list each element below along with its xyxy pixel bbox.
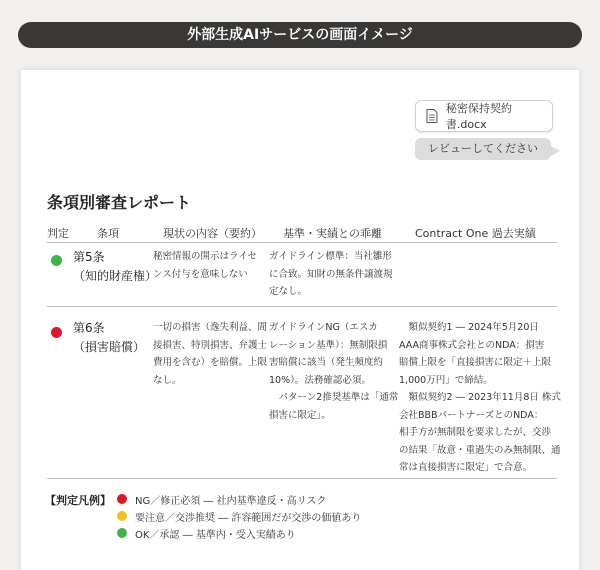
clause-number: 第5条 [73,250,105,264]
status-dot-ng [51,327,62,338]
page-banner: 外部生成AIサービスの画面イメージ [18,22,582,48]
history-line: 類似契約2 ― 2023年11月8日 株式 [399,392,561,403]
header-current: 現状の内容（要約） [163,227,262,240]
current-content [153,248,257,283]
gap-line: ガイドライン標準：当社雛形 [269,251,392,262]
status-dot-ok [51,255,62,266]
file-name: 秘密保持契約書.docx [445,102,512,131]
clause-title: （知的財産権） [73,269,158,283]
legend-title: 【判定凡例】 [45,494,111,507]
current-content [153,319,267,389]
review-window [21,70,579,570]
header-gap: 基準・実績との乖離 [283,227,382,240]
history-content [399,319,561,477]
document-icon [426,109,438,123]
header-divider [47,242,557,243]
clause-number: 第6条 [73,321,105,335]
current-line: 秘密情報の開示はライセ [153,251,257,262]
header-history: Contract One 過去実績 [415,227,536,240]
legend-text: OK／承認 ― 基準内・受入実績あり [135,529,296,541]
clause-title: （損害賠償） [73,340,146,354]
gap-line: に合致。知財の無条件譲渡規 [269,268,393,280]
gap-line: パターン2推奨基準は「通常 [269,392,399,403]
current-line: 費用を含む）を賠償。上限 [153,357,268,368]
current-line: 一切の損害（逸失利益、間 [153,322,268,333]
attached-file-chip[interactable] [415,100,553,132]
history-line: の結果「故意・重過失のみ無制限、通 [399,444,561,456]
green-dot-icon [117,528,127,538]
bubble-tail [551,146,560,156]
gap-line: 10%）。法務確認必須。 [269,374,371,386]
gap-content [269,319,398,424]
history-line: AAA商事株式会社とのNDA：損害 [399,339,545,351]
header-clause: 条項 [97,227,119,240]
gap-line: 害賠償に該当（発生頻度約 [269,357,384,368]
gap-content [269,248,393,301]
header-judgement: 判定 [47,227,69,240]
current-line: なし。 [153,374,182,386]
gap-line: 損害に限定」。 [269,409,331,421]
history-line: 会社BBBパートナーズとのNDA： [399,409,544,421]
legend-item-caution [117,509,361,523]
history-line: 1,000万円」で締結。 [399,374,493,386]
history-line: 常は直接損害に限定」で合意。 [399,462,533,473]
yellow-dot-icon [117,511,127,521]
row-divider [47,306,557,307]
legend-text: NG／修正必須 ― 社内基準違反・高リスク [135,495,327,507]
current-line: 接損害、特別損害、弁護士 [153,339,268,351]
history-line: 賠償上限を「直接損害に限定＋上限 [399,357,552,368]
user-message-bubble: レビューしてください [415,138,551,160]
legend-text: 要注意／交渉推奨 ― 許容範囲だが交渉の価値あり [135,512,362,524]
legend-item-ng [117,492,326,506]
gap-line: レーション基準）：無制限損 [269,339,388,351]
legend-item-ok [117,526,296,540]
history-line: 類似契約1 ― 2024年5月20日 [399,322,539,333]
history-line: 相手方が無制限を要求したが、交渉 [399,427,552,438]
row-divider [47,478,557,479]
red-dot-icon [117,494,127,504]
report-title: 条項別審査レポート [47,193,192,212]
gap-line: ガイドラインNG（エスカ [269,322,378,333]
current-line: ンス付与を意味しない [153,268,248,280]
gap-line: 定なし。 [269,286,308,297]
